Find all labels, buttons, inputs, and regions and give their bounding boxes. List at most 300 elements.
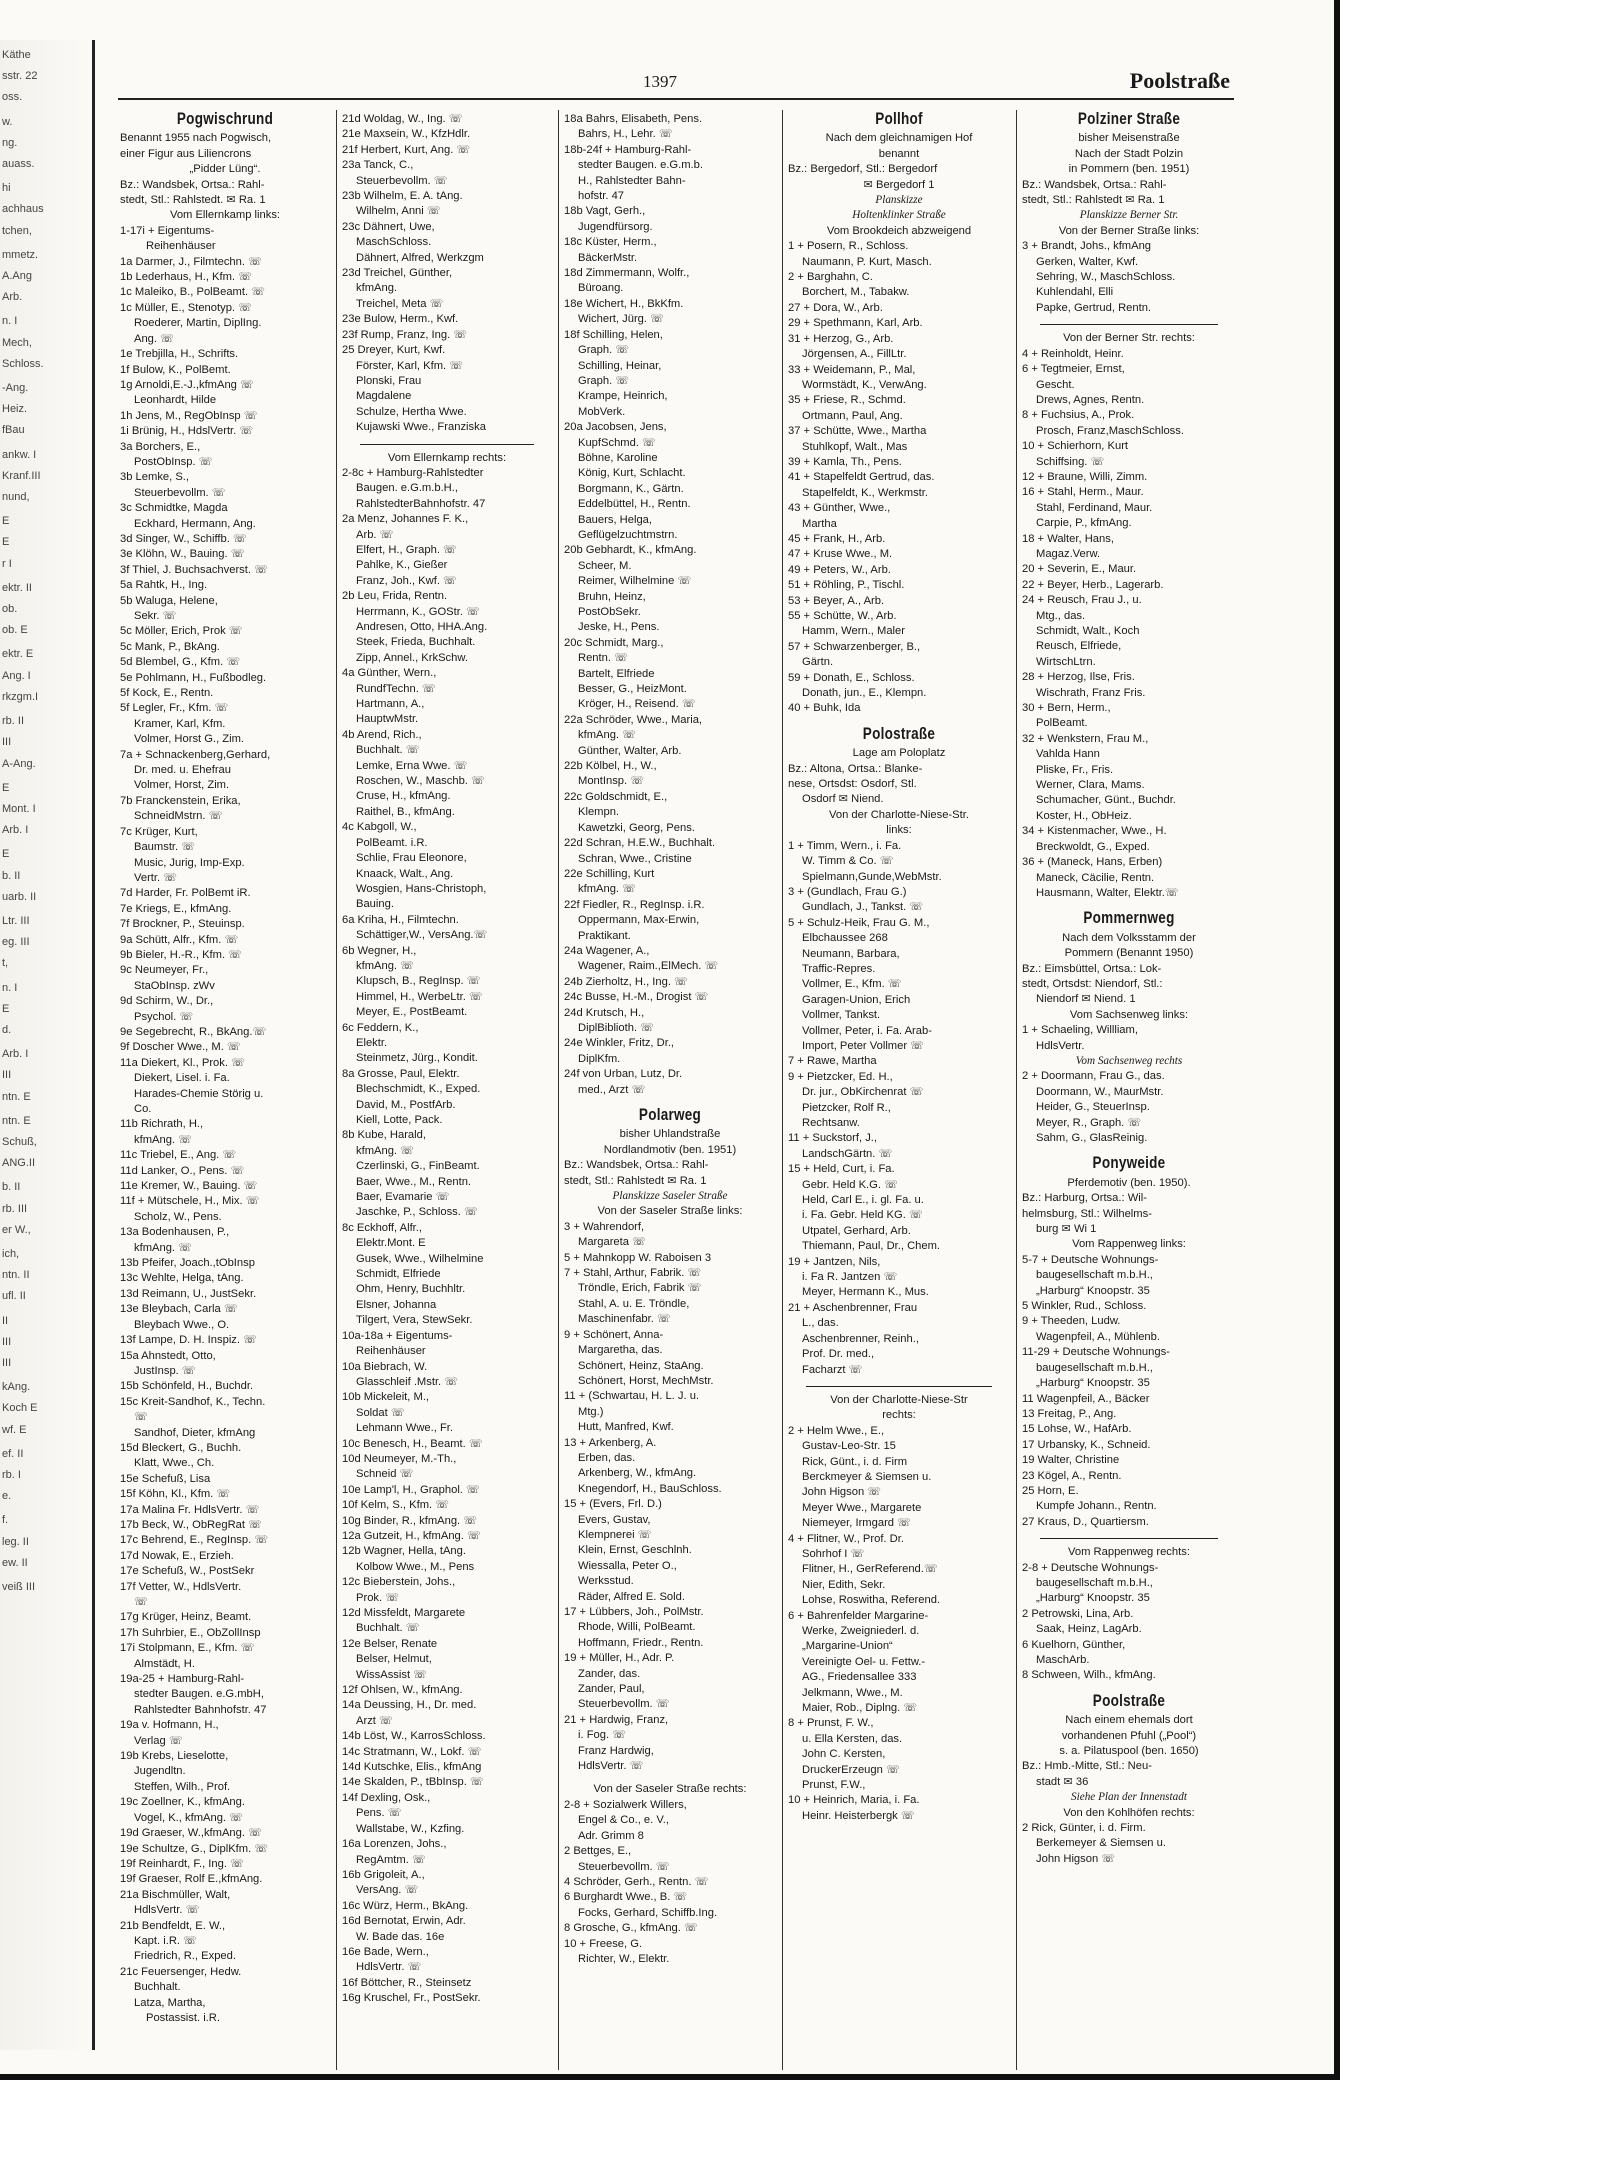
binding-fragment: Arb. [2,291,23,304]
directory-entry: 9d Schirm, W., Dr., [120,995,214,1008]
directory-entry: 15d Bleckert, G., Buchh. [120,1441,242,1454]
directory-entry: Erben, das. [578,1451,636,1464]
directory-entry: Schlie, Frau Eleonore, [356,852,467,865]
directory-entry: 32 + Wenkstern, Frau M., [1022,732,1149,745]
directory-entry: Gundlach, J., Tankst. ☏ [802,901,924,914]
directory-entry: 10g Binder, R., kfmAng. ☏ [342,1514,478,1527]
directory-entry: Traffic-Repres. [802,962,876,975]
directory-entry: Vahlda Hann [1036,748,1100,761]
directory-entry: Richter, W., Elektr. [578,1952,670,1965]
directory-entry: Almstädt, H. [134,1657,195,1670]
directory-entry: KupfSchmd. ☏ [578,436,657,449]
directory-entry: Latza, Martha, [134,1996,206,2009]
directory-entry: Gusek, Wwe., Wilhelmine [356,1252,484,1265]
directory-entry: u. Ella Kersten, das. [802,1732,903,1745]
directory-entry: 24e Winkler, Fritz, Dr., [564,1037,675,1050]
binding-fragment: rb. III [2,1202,28,1215]
directory-entry: stedter Baugen. e.G.m.b. [578,159,703,172]
directory-entry: 31 + Herzog, G., Arb. [788,332,894,345]
directory-entry: Wormstädt, K., VerwAng. [802,378,927,391]
directory-entry: Bahrs, H., Lehr. ☏ [578,128,673,141]
directory-entry: W. Timm & Co. ☏ [802,855,894,868]
directory-entry: 53 + Beyer, A., Arb. [788,594,885,607]
directory-entry: HdlsVertr. ☏ [578,1760,644,1773]
binding-fragment: sstr. 22 [2,70,38,83]
column-1 [120,112,330,2072]
directory-entry: 24a Wagener, A., [564,944,650,957]
directory-entry: 7e Kriegs, E., kfmAng. [120,902,232,915]
binding-fragment: Schloss. [2,357,44,370]
directory-entry: 4c Kabgoll, W., [342,821,417,834]
directory-entry: 5 + Mahnkopp W. Raboisen 3 [564,1251,712,1264]
directory-entry: 14f Dexling, Osk., [342,1791,431,1804]
directory-entry: 7b Franckenstein, Erika, [120,794,241,807]
directory-entry: Prosch, Franz,MaschSchloss. [1036,424,1184,437]
directory-entry: 23a Tanck, C., [342,159,414,172]
directory-entry: 18b Vagt, Gerh., [564,205,646,218]
binding-fragment: Ltr. III [2,914,30,927]
directory-entry: Bz.: Wandsbek, Ortsa.: Rahl- [120,178,265,191]
directory-entry: baugesellschaft m.b.H., [1036,1361,1153,1374]
directory-entry: Tilgert, Vera, StewSekr. [356,1314,473,1327]
directory-entry: Stuhlkopf, Walt., Mas [802,440,908,453]
street-heading: Polostraße [862,724,936,743]
directory-entry: Roschen, W., Maschb. ☏ [356,775,486,788]
directory-entry: 9f Doscher Wwe., M. ☏ [120,1041,241,1054]
directory-entry: DruckerErzeugn ☏ [802,1763,900,1776]
directory-entry: i. Fa R. Jantzen ☏ [802,1271,898,1284]
directory-entry: Zander, Paul, [578,1683,645,1696]
section-divider [806,1386,992,1387]
directory-entry: 11b Richrath, H., [120,1118,204,1131]
binding-fragment: Mech, [2,336,32,349]
directory-entry: 5-7 + Deutsche Wohnungs- [1022,1253,1159,1266]
directory-entry: 2 Petrowski, Lina, Arb. [1022,1607,1134,1620]
directory-entry: Bz.: Bergedorf, Stl.: Bergedorf [788,163,938,176]
section-note: Von der Charlotte-Niese-Str [830,1393,968,1406]
directory-entry: Hartmann, A., [356,698,425,711]
directory-entry: Diekert, Lisel. i. Fa. [134,1072,230,1085]
directory-entry: 1c Maleiko, B., PolBeamt. ☏ [120,286,266,299]
directory-entry: 4a Günther, Wern., [342,667,437,680]
directory-entry: Garagen-Union, Erich [802,993,911,1006]
directory-entry: RundfTechn. ☏ [356,682,436,695]
directory-entry: kfmAng. ☏ [356,959,415,972]
binding-fragment: ich, [2,1247,20,1260]
directory-entry: Tröndle, Erich, Fabrik ☏ [578,1282,702,1295]
directory-entry: MaschArb. [1036,1654,1090,1666]
directory-entry: Heider, G., SteuerInsp. [1036,1101,1150,1114]
directory-entry: 22a Schröder, Wwe., Maria, [564,713,703,726]
directory-entry: Ang. ☏ [134,332,175,345]
directory-entry: 17 + Lübbers, Joh., PolMstr. [564,1606,704,1618]
directory-entry: Glasschleif .Mstr. ☏ [356,1375,459,1388]
binding-fragment: d. [2,1023,12,1036]
directory-entry: 24b Zierholtz, H., Ing. ☏ [564,975,689,988]
directory-entry: Osdorf ✉ Niend. [802,793,884,806]
directory-entry: 8 Schween, Wilh., kfmAng. [1022,1669,1156,1682]
directory-entry: 1f Bulow, K., PolBemt. [120,363,231,376]
binding-fragment: Arb. I [2,824,29,837]
directory-entry: 6 Kuelhorn, Günther, [1022,1638,1126,1651]
directory-entry: 11e Kremer, W., Bauing. ☏ [120,1180,258,1193]
directory-entry: Roederer, Martin, DiplIng. [134,317,262,330]
directory-entry: 18e Wichert, H., BkKfm. [564,297,684,310]
directory-entry: 8 + Prunst, F. W., [788,1717,874,1730]
directory-entry: Praktikant. [578,929,631,942]
binding-fragment: A-Ang. [2,757,36,770]
column-divider [336,110,337,2070]
directory-entry: 8c Eckhoff, Alfr., [342,1221,423,1234]
directory-entry: Volmer, Horst G., Zim. [134,733,245,746]
section-divider [360,444,534,445]
section-note: Vom Sachsenweg rechts [1075,1054,1183,1067]
directory-entry: 17h Suhrbier, E., ObZollInsp [120,1626,261,1639]
directory-entry: Kawetzki, Georg, Pens. [578,821,695,834]
binding-fragment: hi [2,182,11,195]
directory-entry: 33 + Weidemann, P., Mal, [788,363,916,376]
directory-entry: Werke, Zweigniederl. d. [802,1625,920,1637]
directory-entry: i. Fog. ☏ [578,1729,627,1742]
directory-entry: 18d Zimmermann, Wolfr., [564,267,690,280]
section-note: s. a. Pilatuspool (ben. 1650) [1059,1745,1199,1758]
directory-entry: PostObInsp. ☏ [134,455,213,468]
directory-entry: Lemke, Erna Wwe. ☏ [356,759,468,772]
directory-entry: Steuerbevollm. ☏ [134,486,226,499]
directory-entry: 22d Schran, H.E.W., Buchhalt. [564,837,716,850]
binding-fragment: Arb. I [2,1048,29,1061]
directory-entry: 1b Lederhaus, H., Kfm. ☏ [120,271,253,284]
binding-fragment: III [2,736,12,749]
section-divider [1040,324,1218,325]
directory-entry: Gustav-Leo-Str. 15 [802,1440,896,1453]
binding-fragment: Mont. I [2,802,36,815]
directory-entry: 17b Beck, W., ObRegRat ☏ [120,1518,263,1531]
directory-entry: 8 + Fuchsius, A., Prok. [1022,409,1135,422]
directory-entry: Knegendorf, H., BauSchloss. [578,1482,722,1495]
directory-entry: Meyer, E., PostBeamt. [356,1006,468,1019]
directory-entry: Rick, Günt., i. d. Firm [802,1455,908,1468]
directory-entry: Music, Jurig, Imp-Exp. [134,856,245,869]
directory-entry: Ortmann, Paul, Ang. [802,409,903,422]
directory-entry: Oppermann, Max-Erwin, [578,914,700,927]
directory-entry: Mtg., das. [1036,609,1086,622]
section-divider [1040,1538,1218,1539]
directory-entry: 17g Krüger, Heinz, Beamt. [120,1611,252,1624]
directory-entry: 19c Zoellner, K., kfmAng. [120,1796,245,1809]
directory-entry: 37 + Schütte, Wwe., Martha [788,425,927,438]
directory-entry: 7a + Schnackenberg,Gerhard, [120,748,271,761]
directory-entry: 19 + Jantzen, Nils, [788,1255,881,1268]
directory-entry: Schönert, Heinz, StaAng. [578,1359,704,1372]
directory-entry: Vertr. ☏ [134,871,178,884]
directory-entry: Held, Carl E., i. gl. Fa. u. [802,1194,924,1207]
directory-entry: 19f Reinhardt, F., Ing. ☏ [120,1857,245,1870]
directory-entry: stedt, Stl.: Rahlstedt ✉ Ra. 1 [564,1174,707,1187]
directory-entry: W. Bade das. 16e [356,1930,445,1943]
section-note: „Pidder Lüng“. [189,163,261,176]
directory-entry: 2b Leu, Frida, Rentn. [342,590,448,603]
directory-entry: Wosgien, Hans-Christoph, [356,882,487,895]
directory-entry: 16d Bernotat, Erwin, Adr. [342,1915,466,1928]
street-heading: Polarweg [638,1106,702,1124]
street-heading: Polziner Straße [1077,112,1181,128]
directory-entry: 3c Schmidtke, Magda [120,502,228,515]
directory-entry: 8 Grosche, G., kfmAng. ☏ [564,1922,698,1935]
directory-entry: Klatt, Wwe., Ch. [134,1457,215,1470]
binding-fragment: E [2,1002,10,1015]
directory-entry: 59 + Donath, E., Schloss. [788,671,915,684]
directory-entry: 5f Legler, Fr., Kfm. ☏ [120,702,229,715]
directory-entry: kfmAng. ☏ [578,883,637,896]
directory-entry: Böhne, Karoline [578,451,658,464]
directory-entry: Bauers, Helga, [578,513,653,526]
section-note: Pferdemotiv (ben. 1950). [1067,1176,1191,1189]
directory-entry: König, Kurt, Schlacht. [578,467,686,480]
directory-entry: Schönert, Horst, MechMstr. [578,1374,714,1387]
directory-entry: 19b Krebs, Lieselotte, [120,1750,229,1763]
directory-entry: 19 Walter, Christine [1022,1454,1120,1467]
directory-entry: Soldat ☏ [356,1406,405,1419]
directory-entry: 5e Pohlmann, H., Fußbodleg. [120,671,267,684]
directory-entry: Kiell, Lotte, Pack. [356,1114,443,1126]
directory-entry: Cruse, H., kfmAng. [356,790,451,803]
directory-entry: Arzt ☏ [356,1714,393,1727]
directory-entry: Bz.: Altona, Ortsa.: Blanke- [788,762,923,775]
directory-entry: Franz Hardwig, [578,1744,654,1757]
directory-entry: L., das. [802,1317,839,1330]
directory-entry: Vogel, K., kfmAng. ☏ [134,1811,244,1824]
binding-fragment: Käthe [2,49,31,61]
directory-entry: Postassist. i.R. [146,2011,220,2024]
directory-entry: Verlag ☏ [134,1734,183,1747]
directory-entry: Ohm, Henry, Buchhltr. [356,1283,466,1296]
directory-entry: 7d Harder, Fr. PolBemt iR. [120,887,251,900]
directory-entry: Bz.: Eimsbüttel, Ortsa.: Lok- [1022,962,1162,975]
directory-entry: 19e Schultze, G., DiplKfm. ☏ [120,1842,269,1855]
directory-entry: Benannt 1955 nach Pogwisch, [120,132,272,145]
section-note: Von der Berner Straße links: [1058,224,1200,237]
section-note: links: [886,824,912,837]
directory-entry: 9c Neumeyer, Fr., [120,964,209,977]
directory-entry: Vereinigte Oel- u. Fettw.- [802,1655,926,1668]
directory-entry: 3b Lemke, S., [120,471,190,484]
directory-entry: 40 + Buhk, Ida [788,702,861,715]
directory-entry: 1 + Schaeling, Willliam, [1022,1024,1138,1037]
directory-entry: 21f Herbert, Kurt, Ang. ☏ [342,143,471,156]
directory-entry: 3 + Wahrendorf, [564,1220,645,1233]
directory-entry: 6 + Bahrenfelder Margarine- [788,1609,929,1622]
section-note: ✉ Bergedorf 1 [863,178,935,191]
directory-entry: Knaack, Walt., Ang. [356,867,454,880]
directory-entry: 16b Grigoleit, A., [342,1868,425,1881]
binding-fragment: E [2,515,10,528]
binding-fragment: III [2,1335,12,1348]
directory-entry: Günther, Walter, Arb. [578,744,682,757]
directory-entry: Stahl, A. u. E. Tröndle, [578,1297,690,1310]
directory-entry: 36 + (Maneck, Hans, Erben) [1022,856,1163,869]
directory-entry: 10e Lamp'l, H., Graphol. ☏ [342,1483,481,1496]
section-note: Von der Berner Str. rechts: [1063,332,1195,345]
binding-fragment: III [2,1069,12,1082]
directory-entry: 4b Arend, Rich., [342,728,422,741]
binding-fragment: fBau [2,424,25,437]
street-heading: Ponyweide [1092,1154,1166,1173]
directory-entry: Margareta ☏ [578,1236,647,1249]
directory-entry: Pahlke, K., Gießer [356,559,448,572]
directory-entry: 23b Wilhelm, E. A. tAng. [342,190,463,203]
directory-entry: 21 + Hardwig, Franz, [564,1713,669,1726]
directory-entry: 17a Malina Fr. HdlsVertr. ☏ [120,1503,260,1516]
directory-entry: Baer, Wwe., M., Rentn. [356,1175,472,1188]
directory-entry: Besser, G., HeizMont. [578,683,687,696]
directory-entry: Kumpfe Johann., Rentn. [1036,1500,1157,1513]
section-note: Nach einem ehemals dort [1065,1714,1193,1727]
binding-fragment: ob. E [2,624,28,637]
directory-entry: Magaz.Verw. [1036,547,1101,560]
directory-entry: Schiffsing. ☏ [1036,455,1105,468]
directory-entry: 57 + Schwarzenberger, B., [788,640,921,653]
directory-entry: 10c Benesch, H., Beamt. ☏ [342,1437,483,1450]
directory-entry: stadt ✉ 36 [1036,1775,1089,1788]
directory-entry: Heinr. Heisterbergk ☏ [802,1809,915,1822]
directory-entry: Facharzt ☏ [802,1363,863,1376]
directory-entry: Elsner, Johanna [356,1298,437,1311]
directory-entry: Baumstr. ☏ [134,841,196,854]
directory-entry: 9 + Pietzcker, Ed. H., [788,1070,893,1083]
directory-entry: Bartelt, Elfriede [578,667,655,680]
directory-entry: 12b Wagner, Hella, tAng. [342,1545,466,1558]
binding-fragment: w. [2,115,13,128]
directory-entry: 16g Kruschel, Fr., PostSekr. [342,1992,481,2005]
directory-entry: stedter Baugen. e.G.mbH, [134,1688,264,1701]
directory-entry: HdlsVertr. ☏ [134,1904,200,1917]
section-note: Vom Rappenweg links: [1072,1238,1186,1251]
spacer [1022,1684,1236,1692]
binding-fragment: ntn. E [2,1114,31,1127]
directory-entry: Sohrhof I ☏ [802,1547,865,1560]
directory-entry: Meyer, R., Graph. ☏ [1036,1116,1142,1129]
directory-entry: Hausmann, Walter, Elektr.☏ [1036,886,1179,899]
directory-entry: Reihenhäuser [146,240,216,253]
directory-entry: 51 + Röhling, P., Tischl. [788,579,905,592]
directory-entry: Niendorf ✉ Niend. 1 [1036,993,1136,1006]
directory-entry: PolBeamt. i.R. [356,836,428,849]
directory-entry: 45 + Frank, H., Arb. [788,532,886,545]
column-4 [788,112,1010,2072]
binding-fragment: er W., [2,1223,31,1236]
spacer [564,1774,776,1782]
directory-entry: Bleybach Wwe., O. [134,1318,230,1331]
directory-entry: Blechschmidt, K., Exped. [356,1083,481,1096]
directory-entry: 1h Jens, M., RegObInsp ☏ [120,409,258,422]
directory-entry: 10d Neumeyer, M.-Th., [342,1452,457,1465]
directory-entry: 16e Bade, Wern., [342,1945,429,1958]
directory-entry: Wallstabe, W., Kzfing. [356,1822,465,1835]
section-note: Pommern (Benannt 1950) [1064,947,1194,960]
directory-entry: Gebr. Held K.G. ☏ [802,1178,899,1191]
binding-fragment: Heiz. [2,403,28,416]
section-note: vorhandenen Pfuhl („Pool“) [1061,1729,1197,1742]
directory-entry: MobVerk. [578,405,626,418]
directory-entry: Klein, Ernst, Geschlnh. [578,1544,692,1557]
directory-entry: Gärtn. [802,656,834,669]
directory-entry: burg ✉ Wi 1 [1036,1223,1097,1236]
directory-entry: David, M., PostfArb. [356,1098,456,1111]
directory-entry: Borgmann, K., Gärtn. [578,482,684,495]
binding-fragment: -Ang. [2,382,29,395]
directory-entry: Spielmann,Gunde,WebMstr. [802,870,942,883]
street-heading: Poolstraße [1092,1691,1166,1710]
directory-entry: Thiemann, Paul, Dr., Chem. [802,1240,941,1253]
directory-entry: 6 + Tegtmeier, Ernst, [1022,363,1125,376]
directory-entry: 23c Dähnert, Uwe, [342,220,435,233]
directory-entry: Reimer, Wilhelmine ☏ [578,575,692,588]
directory-entry: Belser, Helmut, [356,1653,432,1666]
directory-entry: Berckmeyer & Siemsen u. [802,1470,932,1483]
binding-fragment: ng. [2,136,18,149]
directory-entry: Bruhn, Heinz, [578,590,646,603]
directory-entry: 5f Kock, E., Rentn. [120,687,214,700]
section-note: Vom Ellernkamp links: [169,209,281,222]
directory-entry: Adr. Grimm 8 [578,1829,644,1842]
directory-entry: 16 + Stahl, Herm., Maur. [1022,486,1144,499]
directory-entry: Borchert, M., Tabakw. [802,286,910,299]
directory-entry: Maier, Rob., Diplng. ☏ [802,1702,918,1715]
directory-entry: Graph. ☏ [578,344,630,357]
directory-entry: Sekr. ☏ [134,610,177,622]
directory-entry: JustInsp. ☏ [134,1364,196,1377]
directory-entry: 8a Grosse, Paul, Elektr. [342,1067,460,1080]
directory-entry: 14a Deussing, H., Dr. med. [342,1699,477,1712]
directory-entry: 12a Gutzeit, H., kfmAng. ☏ [342,1529,481,1542]
directory-entry: 21 + Aschenbrenner, Frau [788,1301,918,1314]
directory-entry: 3 + Brandt, Johs., kfmAng [1022,240,1152,253]
directory-entry: einer Figur aus Liliencrons [120,147,252,160]
directory-entry: 12f Ohlsen, W., kfmAng. [342,1684,463,1697]
directory-entry: Prunst, F.W., [802,1779,866,1792]
directory-entry: Donath, jun., E., Klempn. [802,687,927,700]
directory-entry: 9e Segebrecht, R., BkAng.☏ [120,1025,267,1038]
directory-entry: 11a Diekert, Kl., Prok. ☏ [120,1056,246,1069]
header-rule [118,98,1234,100]
directory-entry: Schilling, Heinar, [578,359,662,372]
directory-entry: Dähnert, Alfred, Werkzgm [356,251,484,264]
column-divider [1016,110,1017,2070]
binding-fragment: ektr. E [2,648,34,661]
directory-entry: Saak, Heinz, LagArb. [1036,1623,1142,1636]
binding-fragment: leg. II [2,1535,29,1548]
directory-entry: Maneck, Cäcilie, Rentn. [1036,871,1155,884]
directory-entry: Naumann, P. Kurt, Masch. [802,255,932,268]
directory-entry: 14c Stratmann, W., Lokf. ☏ [342,1745,482,1758]
binding-fragment: Koch E [2,1402,38,1415]
section-note: rechts: [882,1409,916,1422]
directory-entry: 17c Behrend, E., RegInsp. ☏ [120,1534,269,1547]
section-note: bisher Meisenstraße [1078,132,1180,145]
directory-entry: Flitner, H., GerReferend.☏ [802,1563,938,1576]
directory-entry: Baer, Evamarie ☏ [356,1191,450,1204]
directory-entry: Klempn. [578,806,620,819]
directory-entry: i. Fa. Gebr. Held KG. ☏ [802,1209,923,1222]
directory-entry: Czerlinski, G., FinBeamt. [356,1160,480,1173]
directory-entry: 21a Bischmüller, Walt, [120,1888,231,1901]
directory-entry: HauptwMstr. [356,713,419,726]
directory-entry: 27 + Dora, W., Arb. [788,301,883,314]
directory-entry: Baugen. e.G.m.b.H., [356,482,458,495]
directory-entry: Drews, Agnes, Rentn. [1036,393,1145,406]
directory-entry: 2-8 + Sozialwerk Willers, [564,1798,687,1811]
